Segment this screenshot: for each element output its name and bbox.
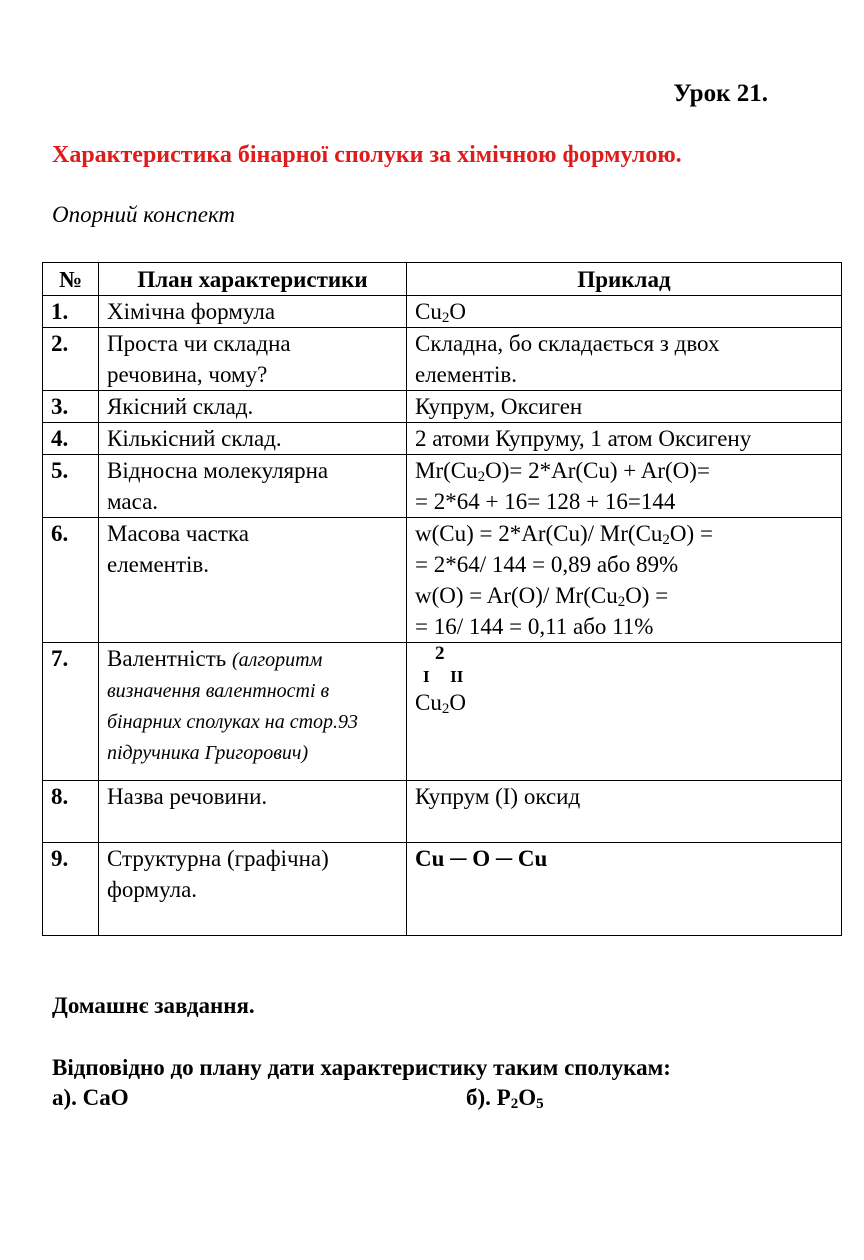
- row-number: 3.: [43, 391, 99, 423]
- valence-copper: I: [423, 667, 430, 686]
- homework-task: Відповідно до плану дати характеристику таким сполукам:: [52, 1055, 671, 1080]
- row-example: Купрум (I) оксид: [407, 781, 842, 843]
- homework-compound-b: б). $P_2O_5$: [466, 1085, 544, 1112]
- valence-diagram: [415, 643, 833, 743]
- table-row: [43, 455, 842, 518]
- row-example: [407, 643, 842, 781]
- row-plan: Кількісний склад.: [99, 423, 407, 455]
- homework-compound-a: а). CaO: [52, 1085, 129, 1110]
- table-row: [43, 643, 842, 781]
- table-row: [43, 843, 842, 936]
- row-number: 4.: [43, 423, 99, 455]
- row-number: 8.: [43, 781, 99, 843]
- document-title: Характеристика бінарної сполуки за хімічною формулою.: [52, 142, 682, 168]
- row-number: 1.: [43, 296, 99, 328]
- row-number: 9.: [43, 843, 99, 936]
- table-row: [43, 391, 842, 423]
- table-row: [43, 518, 842, 643]
- row-example: w(Cu) = 2*Ar(Cu)/ $Mr(Cu_2O)$ = = 2*64/ 144 = 0,89 або 89% w(O) = Ar(O)/ $Mr(Cu_2O)$ = = 16/ 144 = 0,11 або 11%: [407, 518, 842, 643]
- table-row: [43, 328, 842, 391]
- row-plan: Структурна (графічна) формула.: [99, 843, 407, 936]
- row-example: $Cu_2O$: [407, 296, 842, 328]
- row-number: 7.: [43, 643, 99, 781]
- valence-lcm: 2: [435, 643, 445, 664]
- row-number: 2.: [43, 328, 99, 391]
- row-example: Складна, бо складається з двох елементів.: [407, 328, 842, 391]
- lesson-number: Урок 21.: [673, 80, 768, 107]
- header-number: №: [43, 263, 99, 296]
- row-plan: [99, 643, 407, 781]
- document-subtitle: Опорний конспект: [52, 202, 236, 227]
- homework-heading: Домашнє завдання.: [52, 993, 255, 1018]
- row-plan: Хімічна формула: [99, 296, 407, 328]
- table-row: [43, 423, 842, 455]
- characteristics-table: [42, 262, 842, 936]
- row-example: Купрум, Оксиген: [407, 391, 842, 423]
- row-plan: Якісний склад.: [99, 391, 407, 423]
- row-example: $Mr(Cu_2O)= 2*Ar(Cu) + Ar(O)=$ = 2*64 + 16= 128 + 16=144: [407, 455, 842, 518]
- valence-oxygen: II: [450, 667, 464, 686]
- valence-algorithm-note: (алгоритм визначення валентності в бінарних сполуках на стор.93 підручника Григорович): [107, 649, 359, 764]
- row-plan: Проста чи складна речовина, чому?: [99, 328, 407, 391]
- table-header-row: [43, 263, 842, 296]
- table-row: [43, 296, 842, 328]
- valence-numerals: [423, 667, 463, 687]
- table-row: [43, 781, 842, 843]
- row-number: 6.: [43, 518, 99, 643]
- header-example: Приклад: [407, 263, 842, 296]
- row-plan-label: Валентність: [107, 646, 227, 671]
- structural-formula: Cu ─ O ─ Cu: [407, 843, 842, 936]
- row-example: 2 атоми Купруму, 1 атом Оксигену: [407, 423, 842, 455]
- row-plan: Відносна молекулярна маса.: [99, 455, 407, 518]
- header-plan: План характеристики: [99, 263, 407, 296]
- row-plan: Масова частка елементів.: [99, 518, 407, 643]
- row-plan: Назва речовини.: [99, 781, 407, 843]
- row-number: 5.: [43, 455, 99, 518]
- valence-formula: $Cu_2O$: [415, 690, 466, 717]
